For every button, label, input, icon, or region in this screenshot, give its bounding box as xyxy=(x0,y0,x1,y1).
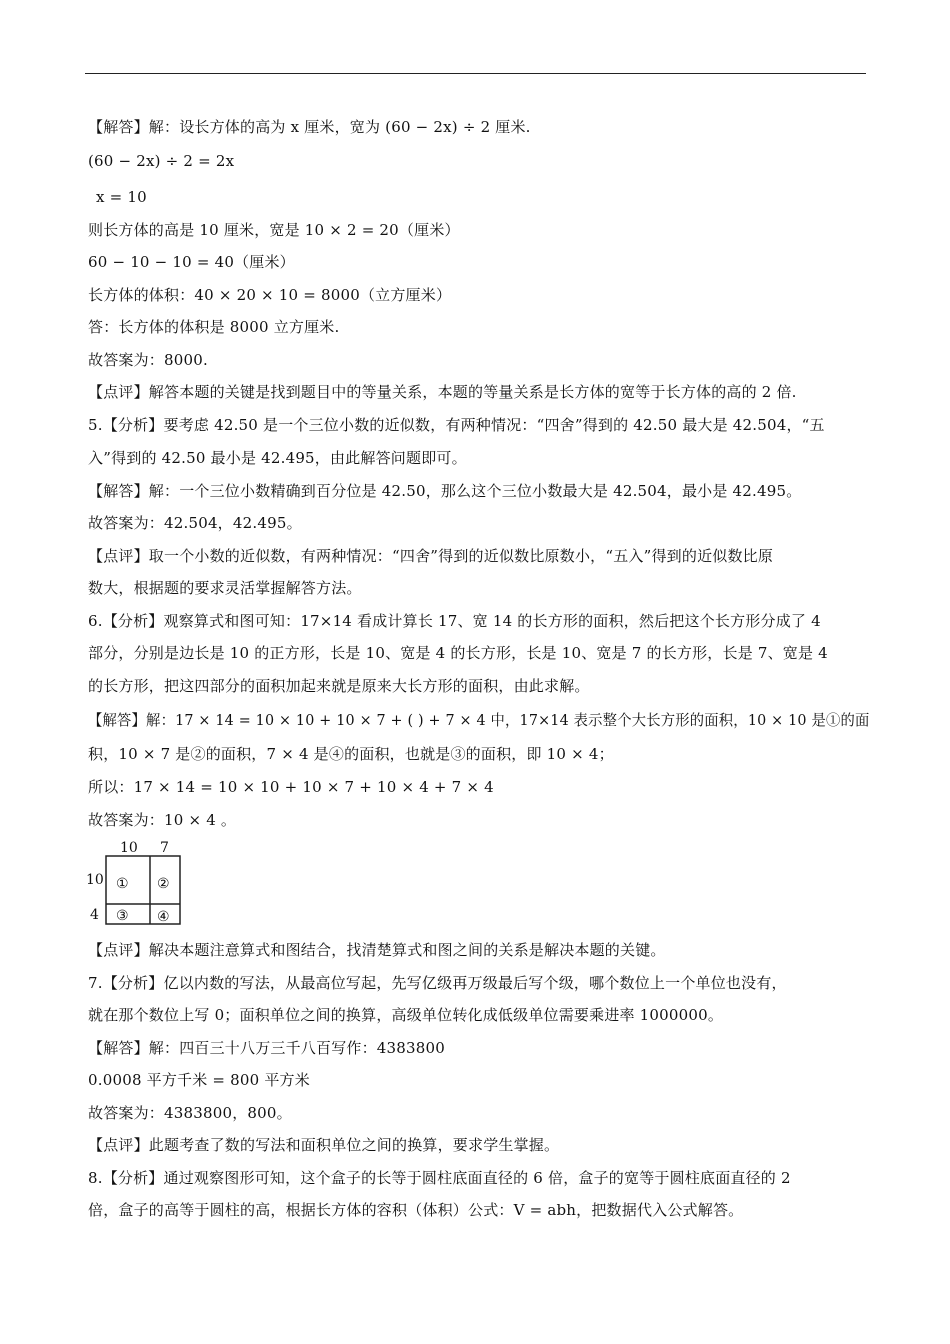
diagram-cell-label: ③ xyxy=(116,908,129,924)
diagram-cell-label: ④ xyxy=(157,909,170,925)
analysis-line: 6.【分析】观察算式和图可知：17×14 看成计算长 17、宽 14 的长方形的面积，然后把这个长方形分成了 4 xyxy=(88,612,821,630)
equation-line: (60 − 2x) ÷ 2 = 2x xyxy=(88,152,235,170)
text-line: 的长方形，把这四部分的面积加起来就是原来大长方形的面积，由此求解。 xyxy=(88,677,590,695)
diagram-cell-label: ① xyxy=(116,876,129,892)
area-diagram xyxy=(86,840,186,926)
text-line: 【解答】解：设长方体的高为 x 厘米，宽为 (60 − 2x) ÷ 2 厘米. xyxy=(88,118,531,136)
text-line: 就在那个数位上写 0；面积单位之间的换算，高级单位转化成低级单位需要乘进率 1000000。 xyxy=(88,1006,724,1024)
equation-line: 0.0008 平方千米 = 800 平方米 xyxy=(88,1071,310,1089)
text-line: 【解答】解：17 × 14 = 10 × 10 + 10 × 7 + ( ) + 7 × 4 中，17×14 表示整个大长方形的面积，10 × 10 是①的面 xyxy=(88,711,870,729)
text-line: 【解答】解：一个三位小数精确到百分位是 42.50，那么这个三位小数最大是 42.504，最小是 42.495。 xyxy=(88,482,802,500)
answer-line: 故答案为：8000. xyxy=(88,351,208,369)
text-line: 入”得到的 42.50 最小是 42.495，由此解答问题即可。 xyxy=(88,449,467,467)
text-line: 倍，盒子的高等于圆柱的高，根据长方体的容积（体积）公式：V = abh，把数据代入公式解答。 xyxy=(88,1201,744,1219)
equation-line: x = 10 xyxy=(96,188,147,206)
text-line: 部分，分别是边长是 10 的正方形，长是 10、宽是 4 的长方形，长是 10、宽是 7 的长方形，长是 7、宽是 4 xyxy=(88,644,828,662)
text-line: 积，10 × 7 是②的面积，7 × 4 是④的面积，也就是③的面积，即 10 × 4； xyxy=(88,745,614,763)
answer-line: 故答案为：42.504，42.495。 xyxy=(88,514,302,532)
comment-line: 【点评】解决本题注意算式和图结合，找清楚算式和图之间的关系是解决本题的关键。 xyxy=(88,941,666,959)
comment-line: 【点评】此题考查了数的写法和面积单位之间的换算，要求学生掌握。 xyxy=(88,1136,560,1154)
text-line: 长方体的体积：40 × 20 × 10 = 8000（立方厘米） xyxy=(88,286,452,304)
comment-line: 【点评】取一个小数的近似数，有两种情况：“四舍”得到的近似数比原数小，“五入”得到的近似数比原 xyxy=(88,547,774,565)
diagram-top-label: 10 xyxy=(120,840,138,856)
diagram-side-label: 4 xyxy=(90,907,99,923)
equation-line: 60 − 10 − 10 = 40（厘米） xyxy=(88,253,295,271)
comment-line: 【点评】解答本题的关键是找到题目中的等量关系，本题的等量关系是长方体的宽等于长方体的高的 2 倍. xyxy=(88,383,797,401)
text-line: 答：长方体的体积是 8000 立方厘米. xyxy=(88,318,340,336)
diagram-top-label: 7 xyxy=(160,840,169,856)
equation-line: 所以：17 × 14 = 10 × 10 + 10 × 7 + 10 × 4 + 7 × 4 xyxy=(88,778,494,796)
answer-line: 故答案为：4383800，800。 xyxy=(88,1104,292,1122)
text-line: 【解答】解：四百三十八万三千八百写作：4383800 xyxy=(88,1039,446,1057)
text-line: 数大，根据题的要求灵活掌握解答方法。 xyxy=(88,579,362,597)
diagram-side-label: 10 xyxy=(86,872,104,888)
analysis-line: 5.【分析】要考虑 42.50 是一个三位小数的近似数，有两种情况：“四舍”得到的 42.50 最大是 42.504，“五 xyxy=(88,416,825,434)
answer-line: 故答案为：10 × 4 。 xyxy=(88,811,237,829)
header-rule xyxy=(85,73,866,74)
text-line: 则长方体的高是 10 厘米，宽是 10 × 2 = 20（厘米） xyxy=(88,221,460,239)
diagram-cell-label: ② xyxy=(157,876,170,892)
analysis-line: 8.【分析】通过观察图形可知，这个盒子的长等于圆柱底面直径的 6 倍，盒子的宽等于圆柱底面直径的 2 xyxy=(88,1169,791,1187)
analysis-line: 7.【分析】亿以内数的写法，从最高位写起，先写亿级再万级最后写个级，哪个数位上一个单位也没有， xyxy=(88,974,787,992)
